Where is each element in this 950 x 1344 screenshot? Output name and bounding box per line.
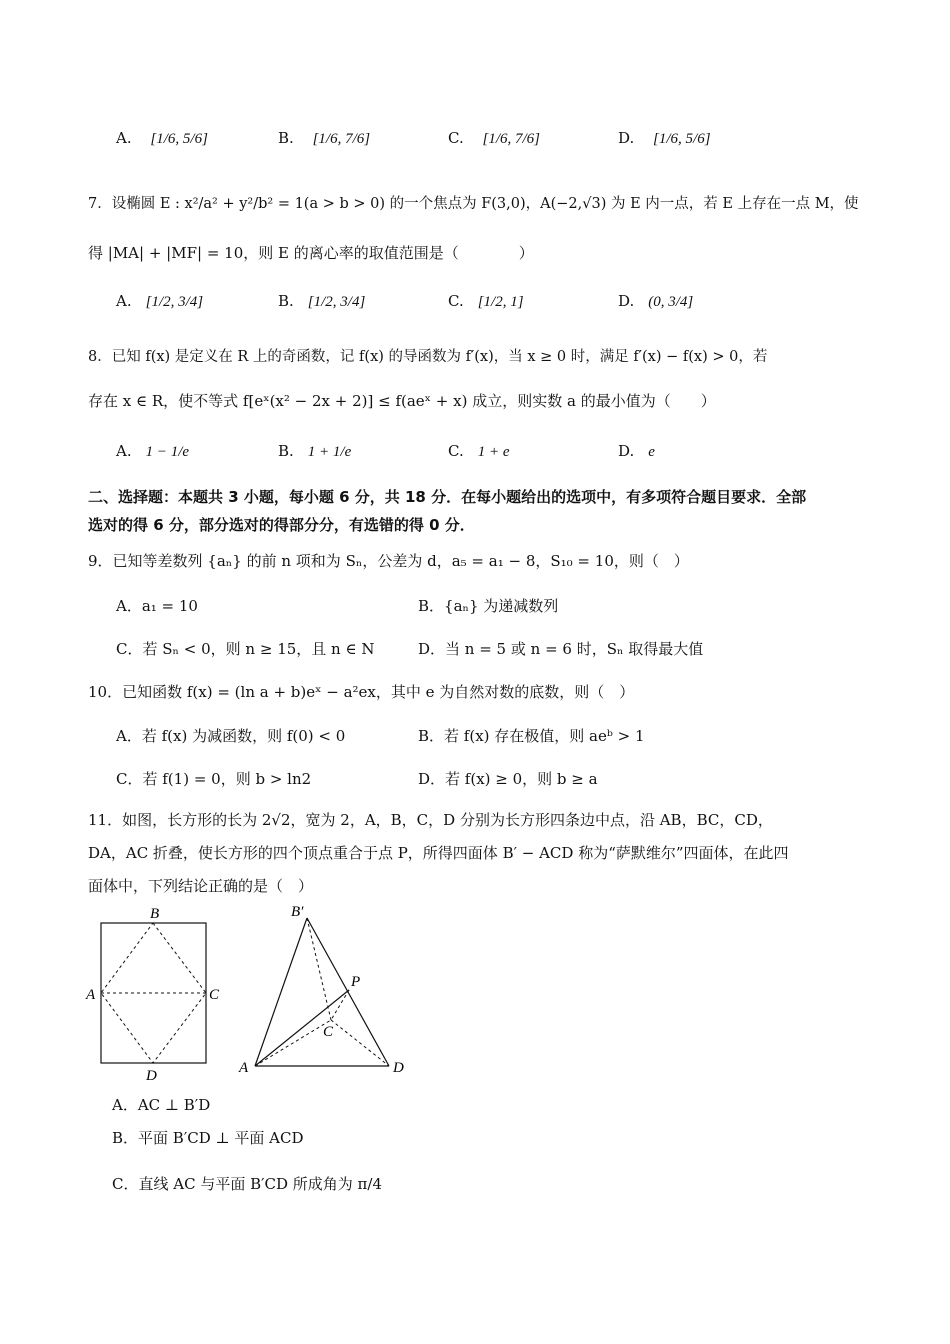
q9-option-a: A．a₁ = 10	[116, 597, 198, 615]
label-p: P	[351, 974, 361, 990]
q11-option-c: C．直线 AC 与平面 B′CD 所成角为 π/4	[112, 1175, 383, 1193]
q7-option-a: A. [1/2, 3/4]	[116, 292, 204, 310]
q7-option-c: C. [1/2, 1]	[448, 292, 524, 310]
q10-option-a: A．若 f(x) 为减函数，则 f(0) < 0	[116, 727, 346, 745]
section2-header-line2: 选对的得 6 分，部分选对的得部分分，有选错的得 0 分．	[88, 516, 475, 534]
q7-option-d: D. (0, 3/4]	[618, 292, 694, 310]
rectangle-outline	[101, 923, 206, 1063]
label-a: A	[239, 1060, 249, 1076]
q6-option-a: A. [1/6, 5/6]	[116, 129, 208, 147]
edge-p-c-dashed	[331, 990, 349, 1020]
q8-option-d: D. e	[618, 442, 655, 460]
q11-figure-rectangle	[80, 900, 230, 1090]
q7-stem-line2: 得 |MA| + |MF| = 10，则 E 的离心率的取值范围是（ ）	[88, 244, 534, 262]
edge-a-c-dashed	[255, 1020, 331, 1066]
q6-option-d: D. [1/6, 5/6]	[618, 129, 711, 147]
section2-header-line1: 二、选择题：本题共 3 小题，每小题 6 分，共 18 分．在每小题给出的选项中，有多项符合题目要求．全部	[88, 488, 807, 506]
label-d: D	[393, 1060, 404, 1076]
q6-option-c: C. [1/6, 7/6]	[448, 129, 541, 147]
q8-option-b: B. 1 + 1/e	[278, 442, 352, 460]
q9-option-c: C．若 Sₙ < 0，则 n ≥ 15，且 n ∈ N	[116, 640, 375, 658]
label-b-prime: B′	[291, 904, 304, 920]
q8-option-a: A. 1 − 1/e	[116, 442, 190, 460]
q7-stem-line1: 7．设椭圆 E : x²/a² + y²/b² = 1(a > b > 0) 的一个焦点为 F(3,0)，A(−2,√3) 为 E 内一点，若 E 上存在一点 M，使	[88, 196, 859, 212]
edge-c-d-dashed	[331, 1020, 389, 1066]
q9-stem: 9．已知等差数列 {aₙ} 的前 n 项和为 Sₙ，公差为 d，a₅ = a₁ − 8，S₁₀ = 10，则（ ）	[88, 552, 689, 570]
q8-stem-line2: 存在 x ∈ R，使不等式 f[eˣ(x² − 2x + 2)] ≤ f(aeˣ + x) 成立，则实数 a 的最小值为（ ）	[88, 392, 716, 410]
q10-stem: 10．已知函数 f(x) = (ln a + b)eˣ − a²ex，其中 e 为自然对数的底数，则（ ）	[88, 683, 635, 701]
q11-figure-tetrahedron	[235, 898, 415, 1083]
label-c: C	[323, 1024, 334, 1040]
q11-option-b: B．平面 B′CD ⊥ 平面 ACD	[112, 1129, 304, 1147]
label-d: D	[146, 1068, 157, 1084]
edge-a-p	[255, 990, 349, 1066]
q10-option-c: C．若 f(1) = 0，则 b > ln2	[116, 770, 312, 788]
q6-option-b: B. [1/6, 7/6]	[278, 129, 371, 147]
q11-stem-line3: 面体中，下列结论正确的是（ ）	[88, 877, 314, 895]
q10-option-b: B．若 f(x) 存在极值，则 aeᵇ > 1	[418, 727, 645, 745]
q11-stem-line1: 11．如图，长方形的长为 2√2，宽为 2，A，B，C，D 分别为长方形四条边中点，沿 AB，BC，CD，	[88, 811, 773, 829]
q11-stem-line2: DA，AC 折叠，使长方形的四个顶点重合于点 P，所得四面体 B′ − ACD 称为“萨默维尔”四面体，在此四	[88, 844, 789, 862]
q8-option-c: C. 1 + e	[448, 442, 510, 460]
label-c: C	[209, 987, 220, 1003]
q7-option-b: B. [1/2, 3/4]	[278, 292, 366, 310]
q10-option-d: D．若 f(x) ≥ 0，则 b ≥ a	[418, 770, 598, 788]
q11-option-a: A．AC ⊥ B′D	[112, 1096, 211, 1114]
rhombus-dashed	[101, 923, 206, 1063]
q9-option-b: B．{aₙ} 为递减数列	[418, 597, 559, 615]
q9-option-d: D．当 n = 5 或 n = 6 时，Sₙ 取得最大值	[418, 640, 704, 658]
q8-stem-line1: 8．已知 f(x) 是定义在 R 上的奇函数，记 f(x) 的导函数为 f′(x)，当 x ≥ 0 时，满足 f′(x) − f(x) > 0，若	[88, 349, 768, 365]
label-a: A	[86, 987, 96, 1003]
label-b: B	[150, 906, 160, 922]
edge-bp-a	[255, 918, 307, 1066]
edge-bp-c-dashed	[307, 918, 331, 1020]
